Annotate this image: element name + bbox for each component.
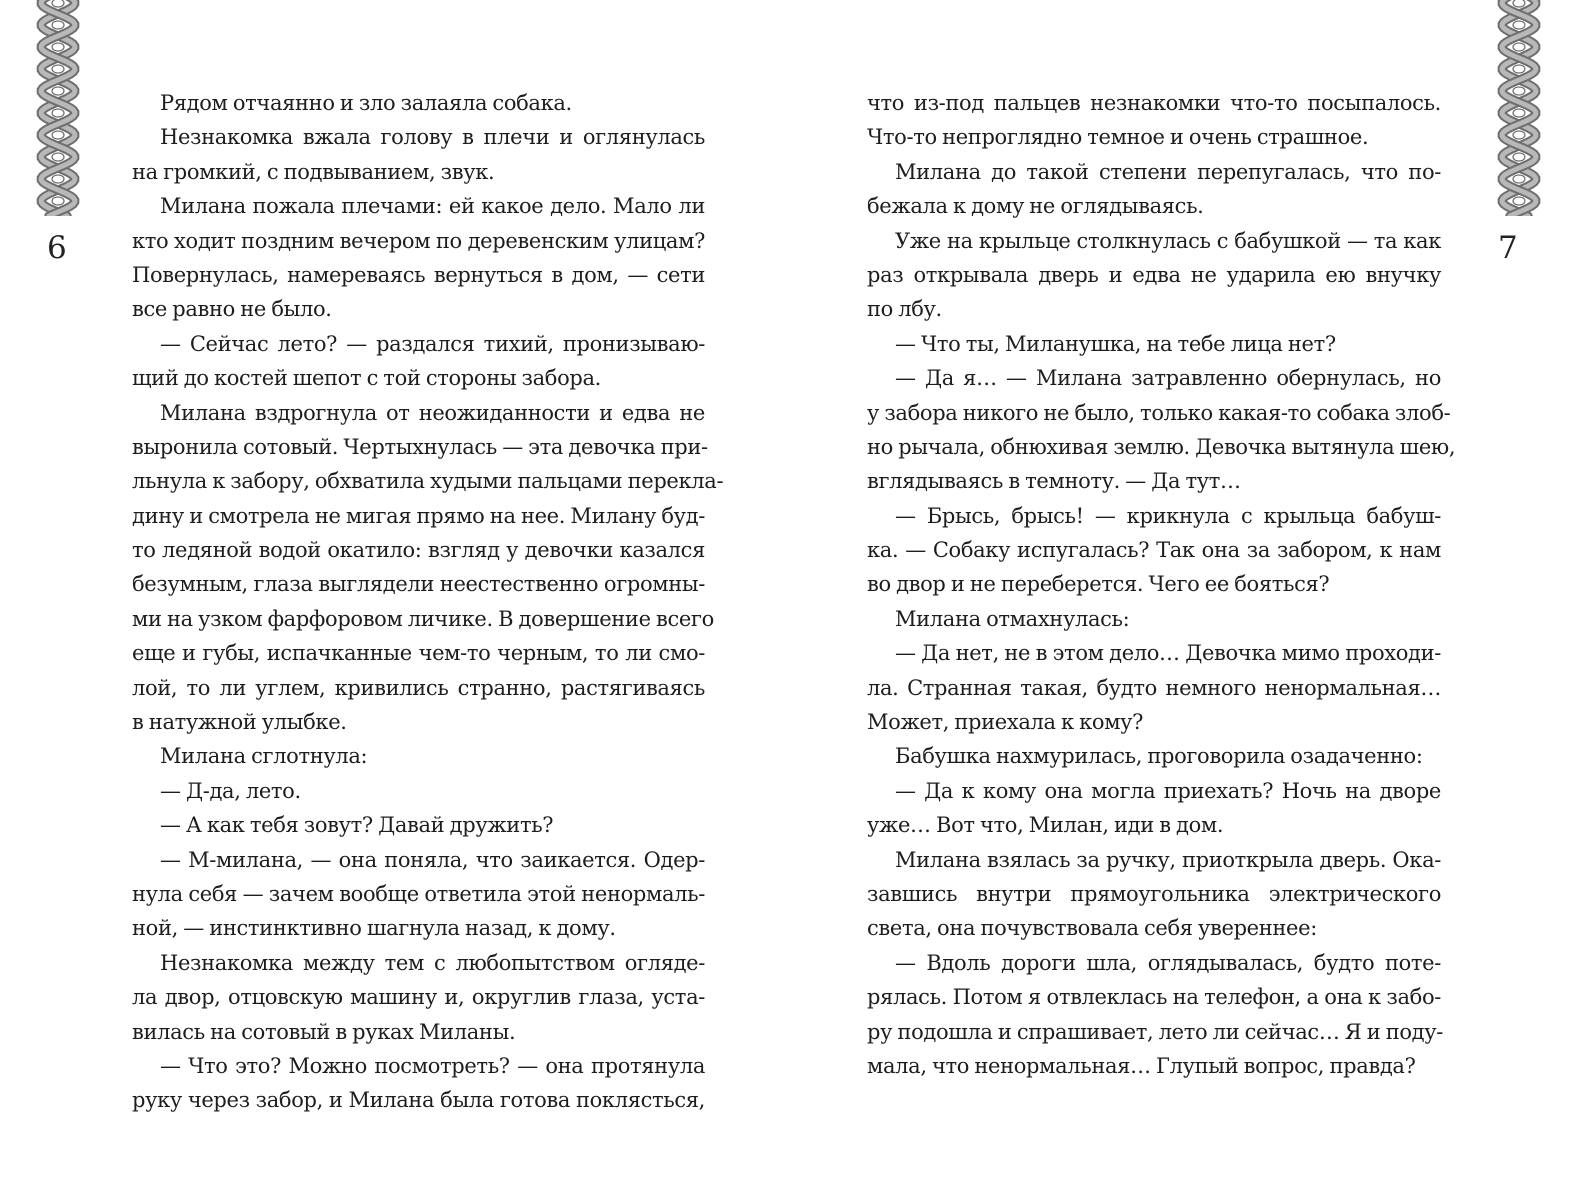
text-line: Рядом отчаянно и зло залаяла собака.	[160, 91, 572, 115]
text-line: щий до костей шепот с той стороны забора.	[132, 366, 601, 391]
text-line: ла двор, отцовскую машину и, округлив глаза, уста-	[132, 985, 705, 1010]
text-line: по лбу.	[867, 297, 942, 322]
text-line: лой, то ли углем, кривились странно, растягиваясь	[132, 675, 705, 700]
text-line: выронила сотовый. Чертыхнулась — эта девочка при-	[132, 434, 708, 459]
text-line: на громкий, с подвыванием, звук.	[132, 159, 495, 184]
text-line: ми на узком фарфоровом личике. В довершение всего	[132, 606, 714, 631]
celtic-braid-ornament-right	[1488, 0, 1550, 216]
text-line: — Что ты, Миланушка, на тебе лица нет?	[895, 331, 1336, 356]
text-line: безумным, глаза выглядели неестественно огромны-	[132, 572, 705, 597]
braid-knot-eye	[52, 153, 64, 161]
braid-knot-eye	[52, 131, 64, 139]
text-line: — Что это? Можно посмотреть? — она протянула	[160, 1053, 705, 1078]
text-line: что из-под пальцев незнакомки что-то посыпалось.	[867, 91, 1441, 115]
braid-knot-eye	[1513, 65, 1525, 73]
text-line: еще и губы, испачканные чем-то черным, то ли смо-	[132, 641, 705, 666]
text-line: Что-то непроглядно темное и очень страшное.	[867, 125, 1369, 150]
braid-knot-eye	[52, 65, 64, 73]
text-line: Милана вздрогнула от неожиданности и едва не	[160, 400, 705, 425]
text-line: — Да к кому она могла приехать? Ночь на дворе	[895, 778, 1441, 803]
text-line: — Брысь, брысь! — крикнула с крыльца бабуш-	[895, 503, 1441, 528]
braid-knot-eye	[1513, 109, 1525, 117]
text-line: все равно не было.	[132, 297, 332, 322]
braid-knot-eye	[1513, 21, 1525, 29]
text-line: Милана взялась за ручку, приоткрыла дверь. Ока-	[895, 847, 1441, 872]
text-line: Незнакомка вжала голову в плечи и оглянулась	[160, 125, 705, 150]
text-line: у забора никого не было, только какая-то собака злоб-	[867, 400, 1451, 425]
text-line: Незнакомка между тем с любопытством огляде-	[160, 950, 705, 975]
text-line: кто ходит поздним вечером по деревенским улицам?	[132, 228, 705, 253]
braid-knot-eye	[1513, 153, 1525, 161]
text-line: бежала к дому не оглядываясь.	[867, 194, 1204, 219]
text-line: вилась на сотовый в руках Миланы.	[132, 1019, 516, 1044]
braid-knot-eye	[1513, 87, 1525, 95]
braid-knot-eye	[52, 43, 64, 51]
right-page-text-column	[867, 86, 1456, 1083]
celtic-braid-ornament-left	[27, 0, 89, 216]
text-line: вглядываясь в темноту. — Да тут…	[867, 469, 1241, 494]
braid-knot-eye	[1513, 175, 1525, 183]
text-line: ной, — инстинктивно шагнула назад, к дому.	[132, 916, 616, 941]
braid-knot-eye	[52, 87, 64, 95]
page-number-left: 6	[47, 230, 67, 266]
text-line: света, она почувствовала себя увереннее:	[867, 916, 1317, 941]
left-page-text-column	[132, 86, 724, 1118]
text-line: завшись внутри прямоугольника электрического	[867, 881, 1441, 906]
braid-knot-eye	[1513, 0, 1525, 7]
text-line: — А как тебя зовут? Давай дружить?	[160, 813, 554, 838]
text-line: — Сейчас лето? — раздался тихий, пронизываю-	[160, 331, 705, 356]
text-line: ла. Странная такая, будто немного ненормальная…	[867, 675, 1441, 700]
text-line: но рычала, обнюхивая землю. Девочка вытянула шею,	[867, 434, 1456, 459]
text-line: — М-милана, — она поняла, что заикается. Одер-	[160, 847, 705, 872]
text-line: ру подошла и спрашивает, лето ли сейчас… Я и поду-	[867, 1019, 1443, 1044]
text-line: то ледяной водой окатило: взгляд у девочки казался	[132, 538, 705, 563]
text-line: руку через забор, и Милана была готова поклясться,	[132, 1088, 705, 1113]
text-line: Повернулась, намереваясь вернуться в дом, — сети	[132, 262, 705, 287]
braid-knot-eye	[52, 21, 64, 29]
braid-knot-eye	[52, 109, 64, 117]
text-line: — Да нет, не в этом дело… Девочка мимо проходи-	[895, 641, 1441, 666]
braid-knot-eye	[52, 175, 64, 183]
text-line: уже… Вот что, Милан, иди в дом.	[867, 813, 1224, 838]
text-line: во двор и не переберется. Чего ее бояться?	[867, 572, 1330, 597]
braid-knot-eye	[1513, 131, 1525, 139]
page-number-right: 7	[1498, 230, 1518, 266]
text-line: дину и смотрела не мигая прямо на нее. Милану буд-	[132, 503, 705, 528]
braid-knot-eye	[1513, 197, 1525, 205]
text-line: Бабушка нахмурилась, проговорила озадаченно:	[895, 744, 1423, 769]
text-line: — Вдоль дороги шла, оглядывалась, будто поте-	[895, 950, 1441, 975]
text-line: раз открывала дверь и едва не ударила ею внучку	[867, 262, 1441, 287]
text-line: мала, что ненормальная… Глупый вопрос, правда?	[867, 1053, 1416, 1078]
text-line: Милана отмахнулась:	[895, 606, 1130, 631]
text-line: льнула к забору, обхватила худыми пальцами перекла-	[132, 469, 724, 494]
braid-knot-eye	[52, 197, 64, 205]
text-line: нула себя — зачем вообще ответила этой ненормаль-	[132, 881, 705, 906]
text-line: Уже на крыльце столкнулась с бабушкой — та как	[895, 228, 1441, 253]
braid-knot-eye	[1513, 43, 1525, 51]
text-line: ка. — Собаку испугалась? Так она за забором, к нам	[867, 538, 1441, 563]
text-line: в натужной улыбке.	[132, 710, 347, 735]
braid-knot-eye	[52, 0, 64, 7]
text-line: Милана сглотнула:	[160, 744, 368, 769]
text-line: — Д-да, лето.	[160, 778, 301, 803]
text-line: рялась. Потом я отвлеклась на телефон, а она к забо-	[867, 985, 1441, 1010]
text-line: — Да я… — Милана затравленно обернулась, но	[895, 366, 1441, 391]
text-line: Может, приехала к кому?	[867, 710, 1144, 735]
text-line: Милана до такой степени перепугалась, что по-	[895, 159, 1441, 184]
text-line: Милана пожала плечами: ей какое дело. Мало ли	[160, 194, 705, 219]
